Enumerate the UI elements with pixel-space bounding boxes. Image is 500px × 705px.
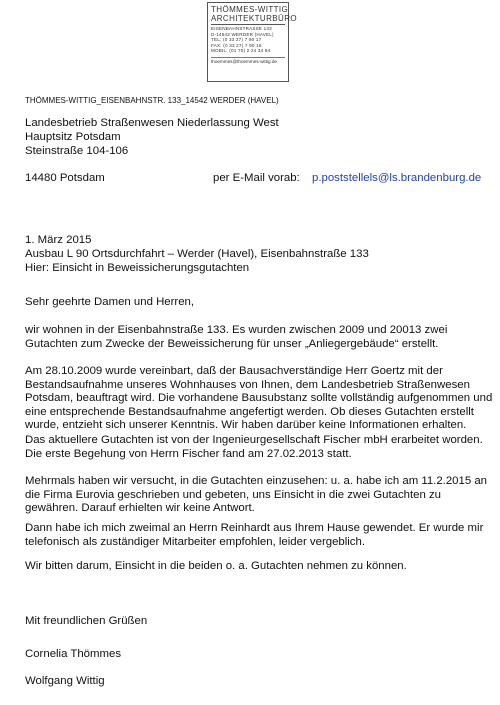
recipient-city: 14480 Potsdam [25, 172, 105, 184]
paragraph-line: Bestandsaufnahme unseres Wohnhauses von Ihnen, dem Landesbetrieb Straßenwesen [25, 378, 470, 391]
letter-date: 1. März 2015 [25, 234, 92, 246]
recipient-line-2: Hauptsitz Potsdam [25, 131, 121, 143]
email-address-link[interactable]: p.poststellels@ls.brandenburg.de [312, 172, 482, 184]
body-paragraph-2 [25, 365, 495, 433]
letterhead-name-2: ARCHITEKTURBÜRO [211, 14, 298, 23]
paragraph-line: telefonisch als zuständiger Mitarbeiter empfohlen, leider vergeblich. [25, 535, 366, 548]
sender-return-line: THÖMMES-WITTIG_EISENBAHNSTR. 133_14542 WERDER (HAVEL) [25, 96, 279, 105]
paragraph-line: Gutachten zum Zwecke der Beweissicherung für unser „Anliegergebäude“ erstellt. [25, 337, 439, 350]
signatory-1: Cornelia Thömmes [25, 648, 122, 660]
letterhead-mobil: MOBIL: (01 70) 2 24 34 84 [211, 48, 271, 54]
letterhead-city: D-14542 WERDER (HAVEL) [211, 31, 274, 37]
letterhead-fax: FAX: (0 33 27) 7 90 18 [211, 42, 262, 48]
subject-line-2: Hier: Einsicht in Beweissicherungsgutachten [25, 262, 250, 274]
paragraph-line: Die erste Begehung von Herrn Fischer fand am 27.02.2013 statt. [25, 447, 352, 460]
paragraph-line: Mehrmals haben wir versucht, in die Gutachten einzusehen: u. a. habe ich am 11.2.2015 an [25, 475, 488, 487]
letterhead-email: thoemmes@thoemmes-wittig.de [211, 57, 285, 64]
paragraph-line: gewähren. Darauf erhielten wir keine Antwort. [25, 502, 255, 515]
closing-greeting: Mit freundlichen Grüßen [25, 615, 148, 627]
body-paragraph-5 [25, 522, 495, 549]
letterhead-name-1: THÖMMES-WITTIG [211, 5, 289, 14]
letterhead-divider [211, 24, 285, 25]
salutation: Sehr geehrte Damen und Herren, [25, 296, 195, 308]
letterhead-street: EISENBAHNSTRASSE 133 [211, 26, 272, 31]
paragraph-line: Dann habe ich mich zweimal an Herrn Reinhardt aus Ihrem Hause gewendet. Er wurde mir [25, 522, 484, 534]
body-paragraph-1 [25, 324, 495, 351]
paragraph-line: Wir bitten darum, Einsicht in die beiden o. a. Gutachten nehmen zu können. [25, 560, 407, 572]
paragraph-line: Potsdam, beauftragt wird. Die vorhandene Bausubstanz sollte vollständig aufgenommen und [25, 392, 493, 405]
email-prefix: per E-Mail vorab: [213, 172, 300, 184]
signatory-2: Wolfgang Wittig [25, 675, 105, 687]
letterhead-box [207, 2, 298, 82]
body-paragraph-6 [25, 560, 495, 574]
recipient-line-1: Landesbetrieb Straßenwesen Niederlassung West [25, 117, 279, 129]
subject-line-1: Ausbau L 90 Ortsdurchfahrt – Werder (Havel), Eisenbahnstraße 133 [25, 248, 369, 260]
paragraph-line: die Firma Eurovia geschrieben und gebeten, uns Einsicht in die zwei Gutachten zu [25, 488, 441, 501]
paragraph-line: eine entsprechende Bestandsaufnahme angefertigt werden. Ob dieses Gutachten erstellt [25, 405, 474, 418]
recipient-line-3: Steinstraße 104-106 [25, 145, 129, 157]
body-paragraph-3 [25, 434, 495, 461]
letterhead-tel: TEL: (0 33 27) 7 90 17 [211, 37, 262, 43]
paragraph-line: Am 28.10.2009 wurde vereinbart, daß der Bausachverständige Herr Goertz mit der [25, 365, 443, 377]
paragraph-line: wir wohnen in der Eisenbahnstraße 133. Es wurden zwischen 2009 und 20013 zwei [25, 324, 448, 336]
paragraph-line: wurde, entzieht sich unserer Kenntnis. Wir haben darüber keine Informationen erhalten. [25, 419, 467, 432]
paragraph-line: Das aktuellere Gutachten ist von der Ingenieurgesellschaft Fischer mbH erarbeitet worden. [25, 434, 483, 446]
body-paragraph-4 [25, 475, 495, 516]
